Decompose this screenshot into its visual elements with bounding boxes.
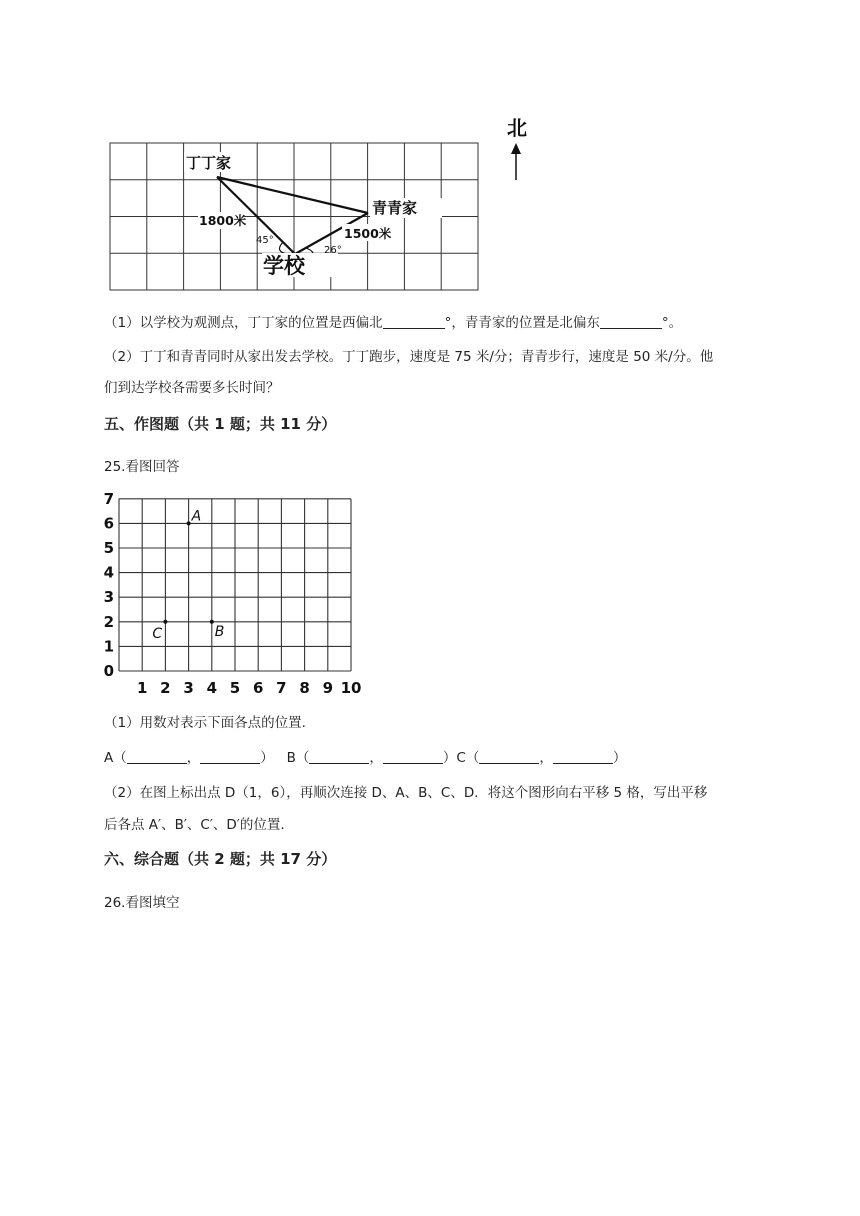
pair-c-comma: ， [539,750,553,766]
answer-blank-c-y[interactable] [553,749,613,764]
y-tick-label: 7 [103,489,114,508]
north-label: 北 [507,116,527,140]
north-arrow-icon [511,143,521,154]
coordinate-grid-lines [119,499,351,671]
q24-part1-text-a: （1）以学校为观测点，丁丁家的位置是西偏北 [104,315,383,331]
answer-blank-1[interactable] [383,314,445,329]
y-tick-labels [104,490,114,680]
pair-b-comma: ， [369,750,383,766]
x-tick-label: 5 [229,679,241,697]
pair-c-close: ） [612,750,627,766]
school-label: 学校 [263,254,305,278]
q24-part1 [104,313,682,333]
q25-part2-line2: 后各点 A′、B′、C′、D′的位置. [104,817,285,833]
map-figure [0,0,860,300]
grid-point-c [163,620,167,624]
x-tick-label: 1 [136,679,148,697]
section-6-title: 六、综合题（共 2 题；共 17 分） [104,850,337,868]
y-tick-label: 5 [103,539,114,557]
y-tick-label: 3 [103,588,114,607]
y-tick-label: 4 [103,563,114,582]
y-tick-label: 0 [103,662,114,680]
pair-a-open: A（ [104,750,127,766]
section-5-title: 五、作图题（共 1 题；共 11 分） [104,415,337,433]
y-tick-label: 1 [103,637,114,656]
y-tick-label: 2 [103,612,114,631]
answer-blank-b-x[interactable] [309,749,369,764]
route-dingding-qingqing [217,177,368,213]
pair-c-open: C（ [456,750,480,766]
qingqing-label: 青青家 [372,199,418,217]
x-tick-label: 7 [276,679,287,697]
dist-qingqing-label: 1500米 [344,226,392,241]
pair-b-close: ） [442,750,457,766]
q24-part1-text-c: °。 [661,315,683,331]
coordinate-grid-figure [0,488,400,700]
x-tick-label: 3 [183,679,194,697]
answer-blank-2[interactable] [600,314,662,329]
q24-part1-text-b: °，青青家的位置是北偏东 [444,315,600,331]
angle-right-label: 26° [324,245,342,256]
pair-a-comma: ， [186,750,201,766]
angle-left-label: 45° [256,235,274,246]
dingding-label: 丁丁家 [186,154,232,172]
x-tick-label: 8 [299,679,310,697]
q26-title: 26.看图填空 [104,895,180,911]
answer-blank-a-x[interactable] [127,749,187,764]
x-tick-label: 2 [160,679,171,697]
grid-point-b [210,620,214,624]
x-tick-label: 9 [322,679,334,697]
dist-dingding-label: 1800米 [199,213,247,228]
grid-point-label-c: C [152,625,163,642]
q25-part2-line1: （2）在图上标出点 D（1，6），再顺次连接 D、A、B、C、D．将这个图形向右平移 5 格，写出平移 [104,785,708,801]
grid-point-label-a: A [191,508,202,525]
q24-part2-line1: （2）丁丁和青青同时从家出发去学校。丁丁跑步，速度是 75 米/分；青青步行，速度是 50 米/分。他 [104,349,714,365]
x-tick-label: 6 [252,679,264,697]
grid-point-a [187,521,191,525]
grid-point-label-b: B [214,623,225,640]
x-tick-label: 10 [340,679,362,697]
answer-blank-a-y[interactable] [200,749,260,764]
x-tick-labels [137,679,361,697]
x-tick-label: 4 [206,679,218,697]
answer-blank-c-x[interactable] [479,749,539,764]
y-tick-label: 6 [103,514,114,533]
q24-part2-line2: 们到达学校各需要多长时间？ [104,380,280,396]
q25-title: 25.看图回答 [104,459,180,475]
q25-pairs [104,748,626,768]
pair-a-close: ） [260,750,274,766]
answer-blank-b-y[interactable] [383,749,443,764]
q25-part1: （1）用数对表示下面各点的位置. [104,715,306,731]
pair-b-open: B（ [286,750,310,766]
